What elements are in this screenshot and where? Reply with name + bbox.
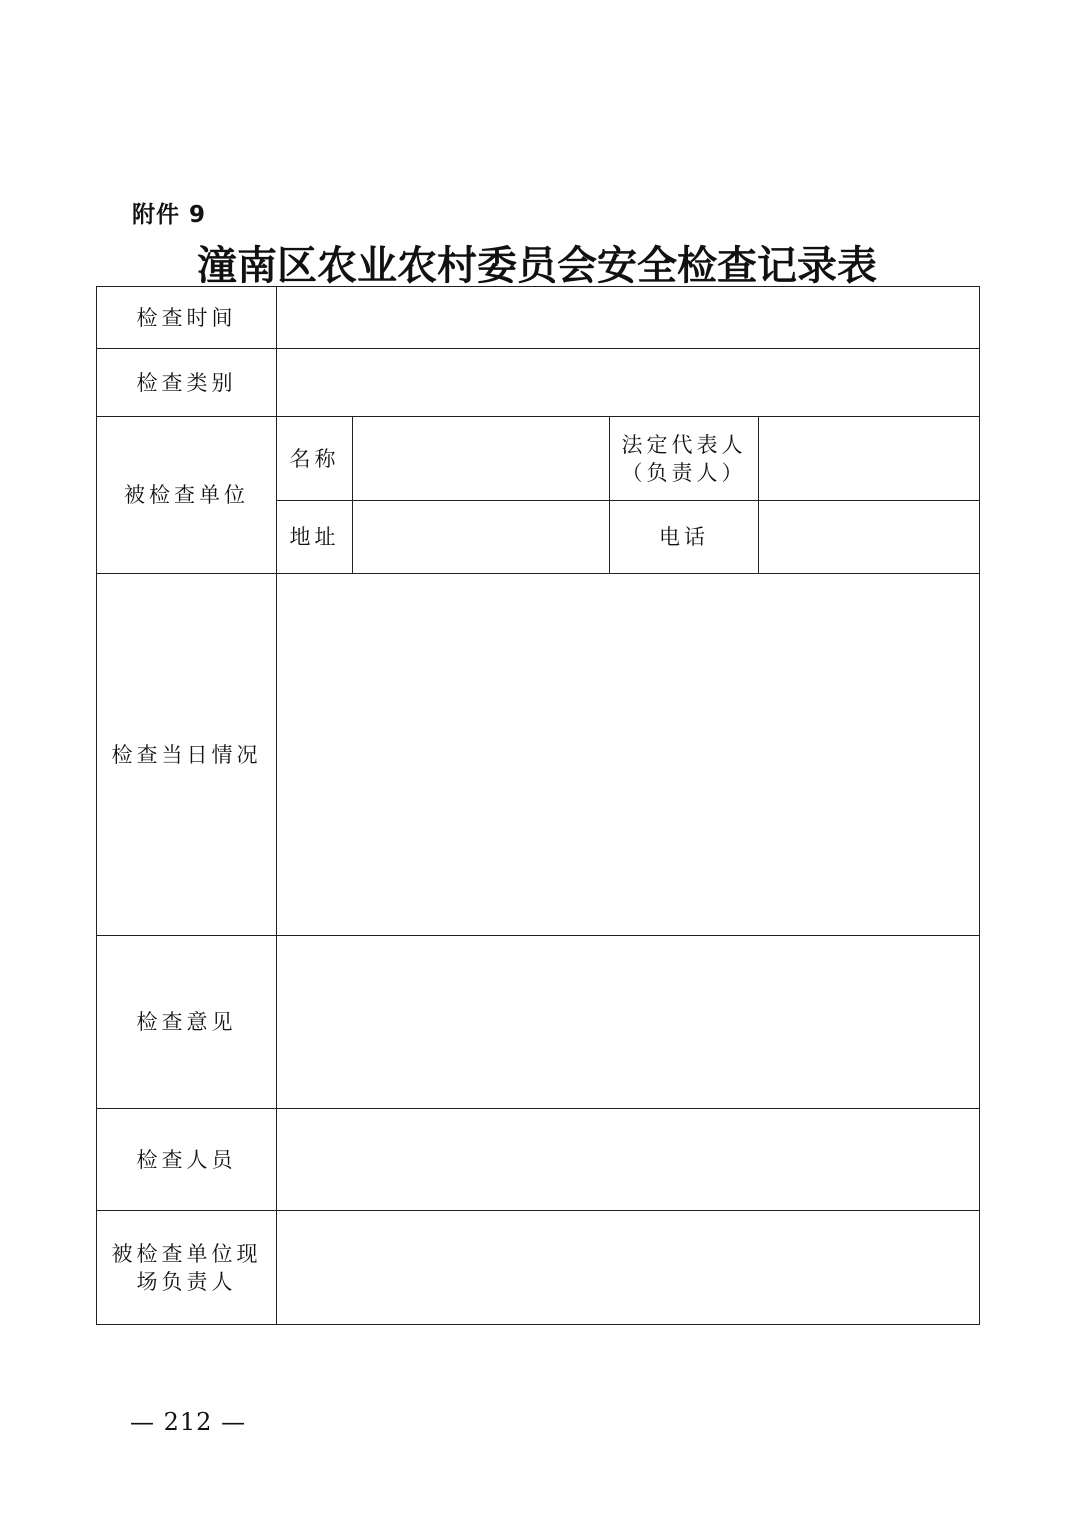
name-label: 名称 [277, 417, 353, 501]
inspection-time-field[interactable] [277, 287, 980, 349]
safety-inspection-record-table [96, 286, 980, 1325]
legal-representative-label [610, 417, 759, 501]
legal-representative-label-line2: （负责人） [621, 460, 747, 485]
legal-representative-label-line1: 法定代表人 [621, 432, 747, 457]
daily-situation-label: 检查当日情况 [97, 574, 277, 936]
inspection-opinion-label: 检查意见 [97, 936, 277, 1109]
row-inspection-time [97, 287, 980, 349]
row-unit-name [97, 417, 980, 501]
onsite-person-label-line1: 被检查单位现 [111, 1241, 262, 1266]
address-field[interactable] [353, 501, 610, 574]
legal-representative-field[interactable] [759, 417, 980, 501]
onsite-person-label [97, 1211, 277, 1325]
row-inspection-category [97, 349, 980, 417]
phone-field[interactable] [759, 501, 980, 574]
inspection-category-field[interactable] [277, 349, 980, 417]
name-field[interactable] [353, 417, 610, 501]
inspection-time-label: 检查时间 [97, 287, 277, 349]
phone-label: 电话 [610, 501, 759, 574]
onsite-person-field[interactable] [277, 1211, 980, 1325]
inspectors-field[interactable] [277, 1109, 980, 1211]
page-number: — 212 — [130, 1408, 247, 1436]
inspection-opinion-field[interactable] [277, 936, 980, 1109]
daily-situation-field[interactable] [277, 574, 980, 936]
row-daily-situation [97, 574, 980, 936]
onsite-person-label-line2: 场负责人 [136, 1269, 237, 1294]
attachment-label: 附件 9 [132, 202, 207, 228]
form-title: 潼南区农业农村委员会安全检查记录表 [197, 242, 877, 289]
row-inspectors [97, 1109, 980, 1211]
row-inspection-opinion [97, 936, 980, 1109]
inspection-category-label: 检查类别 [97, 349, 277, 417]
address-label: 地址 [277, 501, 353, 574]
inspected-unit-label: 被检查单位 [97, 417, 277, 574]
row-onsite-person [97, 1211, 980, 1325]
inspectors-label: 检查人员 [97, 1109, 277, 1211]
